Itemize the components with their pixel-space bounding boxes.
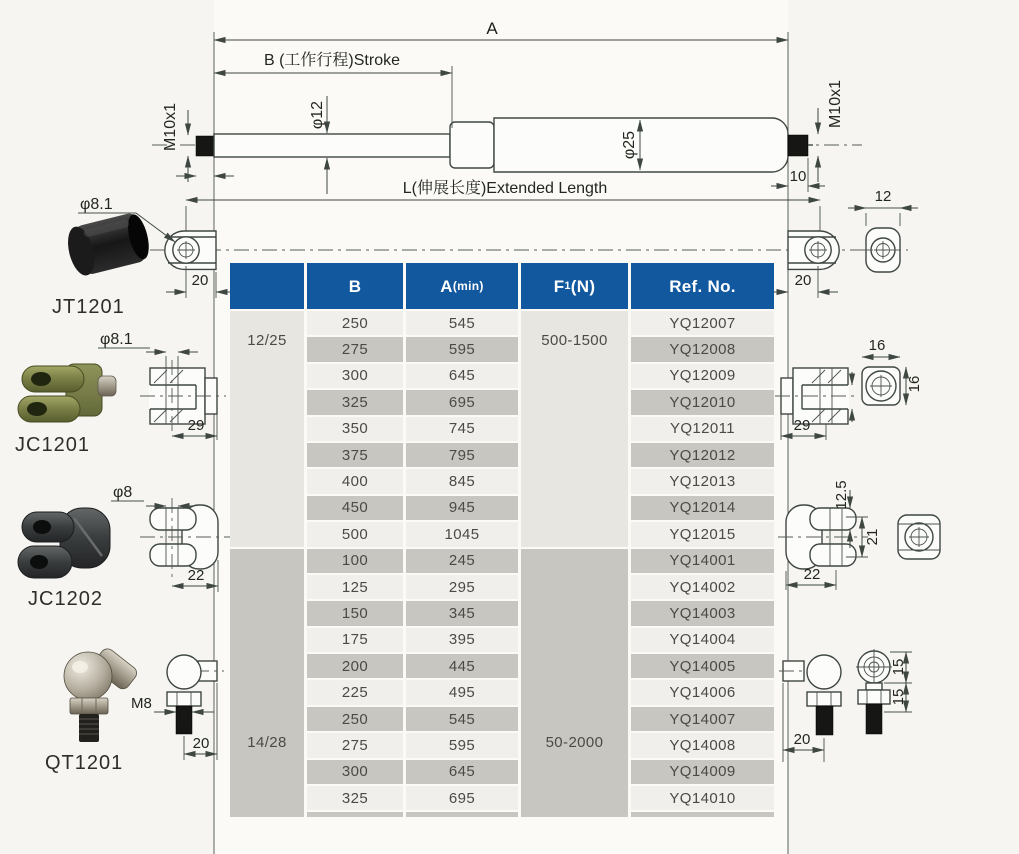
right-clevis2-h-label: 21 xyxy=(864,528,881,546)
part-label-qt1201: QT1201 xyxy=(45,752,124,774)
collar xyxy=(450,122,494,168)
ref-no-cell: YQ14003 xyxy=(631,601,774,625)
b-value-cell: 175 xyxy=(307,628,403,652)
ref-no-cell: YQ12014 xyxy=(631,496,774,520)
b-value-cell: 125 xyxy=(307,575,403,599)
col-header-A: A (min) xyxy=(406,263,518,309)
col-header-F: F 1 (N) xyxy=(521,263,628,309)
a-min-value-cell: 445 xyxy=(406,654,518,678)
left-eyelet-view xyxy=(165,231,216,269)
size-group-cell: 14/28 xyxy=(230,549,304,818)
qt1201-thread-label: M8 xyxy=(131,695,152,712)
thread-len-label: 10 xyxy=(789,168,807,185)
b-value-cell: 250 xyxy=(307,707,403,731)
qt1201-len-label: 20 xyxy=(192,735,210,752)
right-eyelet-view xyxy=(788,231,839,269)
piston-rod xyxy=(214,134,450,157)
a-min-value-cell: 495 xyxy=(406,680,518,704)
dimension-B-stroke xyxy=(214,51,452,128)
a-min-value-cell: 695 xyxy=(406,786,518,810)
b-value-cell: 325 xyxy=(307,390,403,414)
a-min-value-cell: 395 xyxy=(406,628,518,652)
b-value-cell: 500 xyxy=(307,522,403,546)
b-value-cell: 250 xyxy=(307,311,403,335)
eyelet-20-right xyxy=(768,266,838,298)
jc1202-len-label: 22 xyxy=(187,567,205,584)
size-group-cell: 12/25 xyxy=(230,311,304,547)
a-min-value-cell: 595 xyxy=(406,337,518,361)
b-value-cell: 100 xyxy=(307,549,403,573)
cutoff-row-cell xyxy=(307,812,403,817)
b-value-cell: 300 xyxy=(307,364,403,388)
right-clevis-len-label: 29 xyxy=(793,417,811,434)
part-label-jt1201: JT1201 xyxy=(52,296,125,318)
b-value-cell: 275 xyxy=(307,337,403,361)
right-clevis2-t-label: 12.5 xyxy=(833,480,850,510)
right-ballstud-len-label: 20 xyxy=(793,731,811,748)
ref-no-cell: YQ12012 xyxy=(631,443,774,467)
ref-no-cell: YQ14007 xyxy=(631,707,774,731)
col-header-Ref. No.: Ref. No. xyxy=(631,263,774,309)
qt1201-line-drawing xyxy=(131,655,224,760)
rod-dia-label: φ12 xyxy=(309,100,326,130)
part-label-jc1202: JC1202 xyxy=(28,588,103,610)
svg-text:12: 12 xyxy=(874,188,892,205)
b-value-cell: 200 xyxy=(307,654,403,678)
tube-dia-label: φ25 xyxy=(621,130,638,160)
a-min-value-cell: 645 xyxy=(406,364,518,388)
ref-no-cell: YQ14004 xyxy=(631,628,774,652)
a-min-value-cell: 595 xyxy=(406,733,518,757)
ref-no-cell: YQ12010 xyxy=(631,390,774,414)
a-min-value-cell: 845 xyxy=(406,469,518,493)
ref-no-cell: YQ14002 xyxy=(631,575,774,599)
right-ballstud-d1-label: 15 xyxy=(890,658,907,676)
right-ballstud-d2-label: 15 xyxy=(890,688,907,706)
dim-b-label: B (工作行程)Stroke xyxy=(263,52,401,69)
qt1201-photo xyxy=(64,646,139,742)
right-clevis2-drawing xyxy=(778,480,940,590)
extended-length-label: L(伸展长度)Extended Length xyxy=(402,180,608,197)
b-value-cell: 375 xyxy=(307,443,403,467)
ref-no-cell: YQ14005 xyxy=(631,654,774,678)
ref-no-cell: YQ12015 xyxy=(631,522,774,546)
right-clevis-h-label: 16 xyxy=(906,375,923,393)
ref-no-cell: YQ14008 xyxy=(631,733,774,757)
svg-text:20: 20 xyxy=(794,272,812,289)
dimension-A xyxy=(214,19,788,40)
jc1202-photo xyxy=(18,508,110,578)
thread-right-label: M10x1 xyxy=(827,79,844,129)
a-min-value-cell: 945 xyxy=(406,496,518,520)
b-value-cell: 275 xyxy=(307,733,403,757)
ref-no-cell: YQ12011 xyxy=(631,417,774,441)
right-clevis2-len-label: 22 xyxy=(803,566,821,583)
jc1201-len-label: 29 xyxy=(187,417,205,434)
ref-no-cell: YQ12013 xyxy=(631,469,774,493)
a-min-value-cell: 695 xyxy=(406,390,518,414)
b-value-cell: 450 xyxy=(307,496,403,520)
b-value-cell: 300 xyxy=(307,760,403,784)
a-min-value-cell: 545 xyxy=(406,707,518,731)
ref-no-cell: YQ12008 xyxy=(631,337,774,361)
ref-no-cell: YQ14010 xyxy=(631,786,774,810)
a-min-value-cell: 1045 xyxy=(406,522,518,546)
b-value-cell: 225 xyxy=(307,680,403,704)
jc1201-line-drawing xyxy=(98,331,226,440)
cylinder-tube xyxy=(494,118,788,172)
ref-no-cell: YQ14009 xyxy=(631,760,774,784)
a-min-value-cell: 645 xyxy=(406,760,518,784)
jc1202-dia-label: φ8 xyxy=(113,484,133,501)
right-clevis-w-label: 16 xyxy=(868,337,886,354)
eyelet-end-view xyxy=(848,188,918,272)
col-header-B: B xyxy=(307,263,403,309)
ref-no-cell: YQ12009 xyxy=(631,364,774,388)
ref-no-cell: YQ12007 xyxy=(631,311,774,335)
a-min-value-cell: 345 xyxy=(406,601,518,625)
jc1201-photo xyxy=(18,364,116,422)
force-range-cell: 500-1500 xyxy=(521,311,628,547)
jt1201-photo xyxy=(63,210,153,278)
eyelet-dia-label: φ8.1 xyxy=(80,196,113,213)
b-value-cell: 350 xyxy=(307,417,403,441)
jc1202-line-drawing xyxy=(111,484,230,592)
cutoff-row-cell xyxy=(406,812,518,817)
right-ballstud-drawing xyxy=(779,649,912,762)
gas-spring-side-view xyxy=(152,118,862,172)
cutoff-row-cell xyxy=(631,812,774,817)
force-range-cell: 50-2000 xyxy=(521,549,628,818)
a-min-value-cell: 245 xyxy=(406,549,518,573)
ref-no-cell: YQ14001 xyxy=(631,549,774,573)
eyelet-20-left xyxy=(166,266,236,298)
a-min-value-cell: 545 xyxy=(406,311,518,335)
a-min-value-cell: 795 xyxy=(406,443,518,467)
left-thread-stub xyxy=(196,136,214,156)
ref-no-cell: YQ14006 xyxy=(631,680,774,704)
b-value-cell: 400 xyxy=(307,469,403,493)
col-header-blank xyxy=(230,263,304,309)
jc1201-dia-label: φ8.1 xyxy=(100,331,133,348)
svg-text:20: 20 xyxy=(191,272,209,289)
part-label-jc1201: JC1201 xyxy=(15,434,90,456)
spec-table xyxy=(230,263,774,817)
right-thread-stub xyxy=(788,135,808,156)
a-min-value-cell: 745 xyxy=(406,417,518,441)
b-value-cell: 325 xyxy=(307,786,403,810)
dim-a-label: A xyxy=(486,19,498,38)
b-value-cell: 150 xyxy=(307,601,403,625)
a-min-value-cell: 295 xyxy=(406,575,518,599)
thread-left-label: M10x1 xyxy=(162,102,179,152)
right-clevis-drawing xyxy=(775,337,923,440)
